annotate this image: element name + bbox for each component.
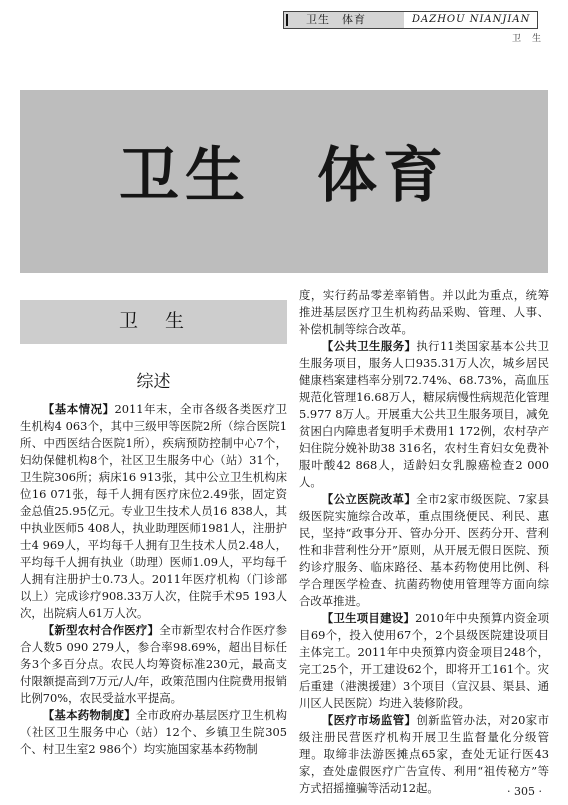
paragraph-keyword: 【公立医院改革】 — [321, 492, 417, 506]
page-number: · 305 · — [507, 785, 542, 798]
paragraph-text: 全市政府办基层医疗卫生机构（社区卫生服务中心（站）12个、乡镇卫生院305个、村卫生室2 986个）均实施国家基本药物制 — [20, 708, 287, 756]
section-subtitle: 综述 — [136, 372, 171, 392]
header-section-label: 卫生 体育 — [306, 13, 366, 26]
paragraph-keyword: 【医疗市场监管】 — [321, 713, 417, 727]
header-section-tab — [284, 12, 404, 28]
paragraph — [20, 707, 287, 758]
paragraph-text: 全市2家市级医院、7家县级医院实施综合改革，重点围绕便民、利民、惠民，坚持“政事分开、管办分开、医药分开、营利性和非营利性分开”原则，从开展无假日医院、预约诊疗服务、临床路径、基本药物使用比例、科学合理医学检查、抗菌药物使用管理等方面向综合改革推进。 — [299, 492, 549, 608]
section-title-box — [20, 300, 287, 344]
paragraph-keyword: 【卫生项目建设】 — [321, 611, 416, 625]
header-journal-name: DAZHOU NIANJIAN — [412, 14, 531, 25]
paragraph-text: 2010年中央预算内资金项目69个，投入使用67个，2个县级医院建设项目主体完工。2011年中央预算内资金项目248个，完工25个，开工建设62个，即将开工161个。灾后重建（港澳援建）3个项目（宣汉县、渠县、通川区人民医院）均进入装修阶段。 — [299, 611, 549, 710]
chapter-banner — [20, 90, 548, 273]
paragraph — [20, 401, 287, 622]
paragraph-continuation — [299, 287, 549, 338]
paragraph-keyword: 【新型农村合作医疗】 — [42, 623, 160, 637]
paragraph — [299, 610, 549, 712]
section-title: 卫 生 — [118, 310, 188, 332]
paragraph-text: 执行11类国家基本公共卫生服务项目，服务人口935.31万人次，城乡居民健康档案建档率分别72.74%、68.73%，高血压规范化管理16.68万人，糖尿病慢性病规范化管理5.977 8万人。开展重大公共卫生服务项目，减免贫困白内障患者复明手术费用1 172例，农村孕产妇住院分娩补助38 316名，农村生育妇女免费补服叶酸42 868人，适龄妇女乳腺癌检查2 000人。 — [299, 339, 549, 489]
paragraph — [20, 622, 287, 707]
running-header — [283, 11, 538, 29]
left-column — [20, 401, 287, 758]
paragraph — [299, 338, 549, 491]
paragraph-text: 全市新型农村合作医疗参合人数5 090 279人，参合率98.69%，超出目标任务3个多百分点。农民人均筹资标准230元，最高支付限额提高到7万元/人/年，政策范围内住院费用报销比例70%，农民受益水平提高。 — [20, 623, 287, 705]
paragraph — [299, 491, 549, 610]
paragraph-text: 度，实行药品零差率销售。并以此为重点，统筹推进基层医疗卫生机构药品采购、管理、人事、补偿机制等综合改革。 — [299, 288, 549, 336]
header-sub-label: 卫生 — [512, 34, 553, 44]
paragraph-keyword: 【基本药物制度】 — [42, 708, 136, 722]
paragraph-keyword: 【公共卫生服务】 — [321, 339, 417, 353]
paragraph-text: 创新监管办法，对20家市级注册民营医疗机构开展卫生监督量化分级管理。取缔非法游医摊点65家，查处无证行医43家，查处虚假医疗广告宣传、利用“祖传秘方”等方式招摇撞骗等活动12起。 — [299, 713, 549, 795]
right-column — [299, 287, 549, 797]
paragraph-keyword: 【基本情况】 — [42, 402, 115, 416]
paragraph-text: 2011年末，全市各级各类医疗卫生机构4 063个，其中三级甲等医院2所（综合医院1所、中西医结合医院1所），疾病预防控制中心7个，妇幼保健机构8个，社区卫生服务中心（站）31个，卫生院306所；病床16 913张，其中公立卫生机构床位16 071张，每千人拥有医疗床位2.49张，固定资金总值25.95亿元。专业卫生技术人员16 838人，其中执业医师5 408人，执业助理医师1981人，注册护士4 969人，平均每千人拥有卫生技术人员2.48人，平均每千人拥有执业（助理）医师1.09人，平均每千人拥有注册护士0.73人。2011年医疗机构（门诊部以上）完成诊疗908.33万人次，住院手术95 193人次，出院病人61万人次。 — [20, 402, 287, 620]
chapter-title: 卫生 体育 — [119, 141, 449, 211]
header-stripe — [286, 14, 288, 26]
